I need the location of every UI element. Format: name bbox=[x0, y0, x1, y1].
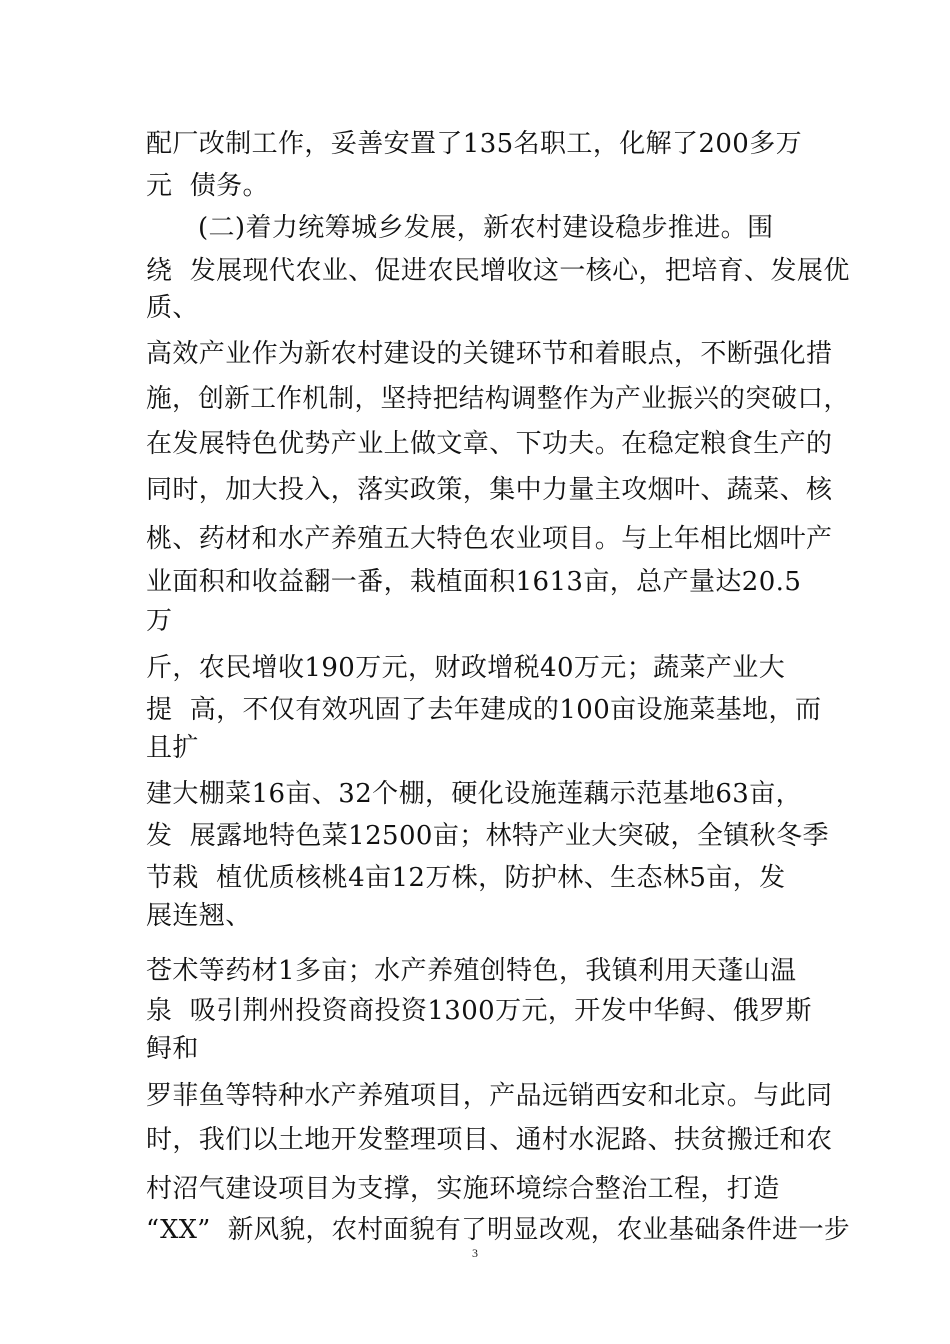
text-line: 质、 bbox=[146, 293, 199, 323]
text-line: 斤，农民增收190万元，财政增税40万元；蔬菜产业大 bbox=[146, 653, 786, 683]
text-line: 罗菲鱼等特种水产养殖项目，产品远销西安和北京。与此同 bbox=[146, 1081, 833, 1111]
text-line: 节栽 植优质核桃4亩12万株，防护林、生态林5亩，发 bbox=[146, 863, 786, 893]
text-line: 村沼气建设项目为支撑，实施环境综合整治工程，打造 bbox=[146, 1174, 780, 1204]
text-line: 桃、药材和水产养殖五大特色农业项目。与上年相比烟叶产 bbox=[146, 524, 833, 554]
text-line: 鲟和 bbox=[146, 1034, 199, 1064]
text-line: “XX” 新风貌，农村面貌有了明显改观，农业基础条件进一步 bbox=[146, 1215, 850, 1245]
text-line: 且扩 bbox=[146, 733, 199, 763]
text-line: 苍术等药材1多亩；水产养殖创特色，我镇利用天蓬山温 bbox=[146, 956, 797, 986]
text-line: 提 高，不仅有效巩固了去年建成的100亩设施菜基地，而 bbox=[146, 695, 822, 725]
text-line: 施，创新工作机制，坚持把结构调整作为产业振兴的突破口， bbox=[146, 384, 850, 414]
text-line: 建大棚菜16亩、32个棚，硬化设施莲藕示范基地63亩， bbox=[146, 779, 803, 809]
text-line: 万 bbox=[146, 606, 173, 636]
text-line: 业面积和收益翻一番，栽植面积1613亩，总产量达20.5 bbox=[146, 567, 802, 597]
text-line: 泉 吸引荆州投资商投资1300万元，开发中华鲟、俄罗斯 bbox=[146, 996, 812, 1026]
text-line: 同时，加大投入，落实政策，集中力量主攻烟叶、蔬菜、核 bbox=[146, 475, 833, 505]
text-line: 展连翘、 bbox=[146, 901, 252, 931]
text-line: 发 展露地特色菜12500亩；林特产业大突破，全镇秋冬季 bbox=[146, 821, 829, 851]
text-line: 配厂改制工作，妥善安置了135名职工，化解了200多万 bbox=[146, 129, 803, 159]
text-line: 在发展特色优势产业上做文章、下功夫。在稳定粮食生产的 bbox=[146, 429, 833, 459]
text-line: 元 债务。 bbox=[146, 171, 269, 201]
text-line: 时，我们以土地开发整理项目、通村水泥路、扶贫搬迁和农 bbox=[146, 1125, 833, 1155]
text-line: 高效产业作为新农村建设的关键环节和着眼点，不断强化措 bbox=[146, 339, 833, 369]
text-line: (二)着力统筹城乡发展，新农村建设稳步推进。围 bbox=[146, 213, 774, 243]
page-number: 3 bbox=[472, 1246, 478, 1260]
text-line: 绕 发展现代农业、促进农民增收这一核心，把培育、发展优 bbox=[146, 256, 850, 286]
